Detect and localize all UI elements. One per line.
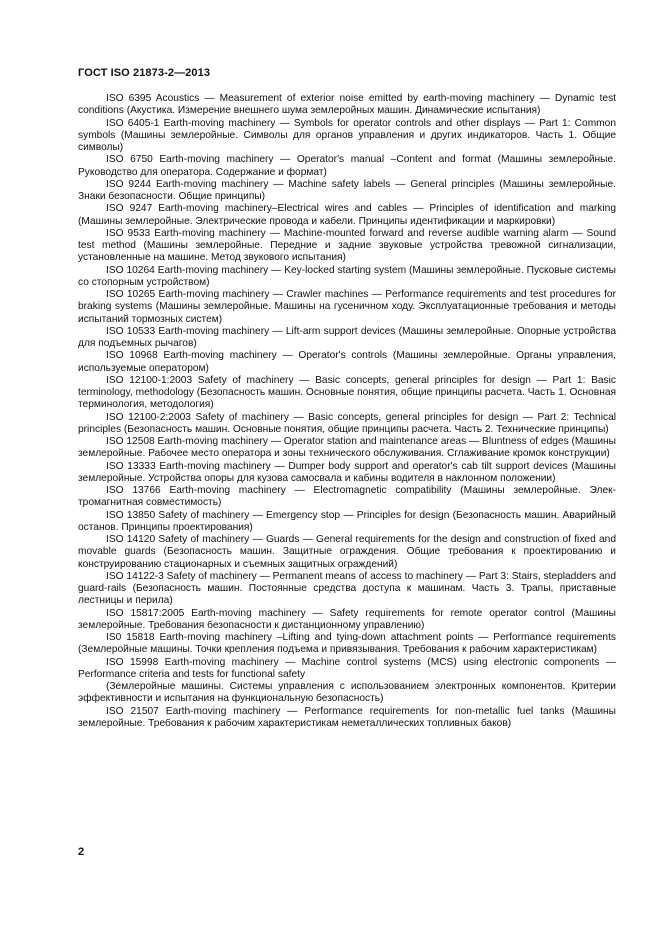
reference-translation: (Землеройные машины. Системы управления с использованием электронных компонентов. Критерии эффективности и испытания на функциональную безопасность) <box>78 681 616 705</box>
reference-item: ISO 15998 Earth-moving machinery — Machine control systems (MCS) using electronic components — Performance criteria and tests for functional safety <box>78 656 616 680</box>
reference-item: ISO 6405-1 Earth-moving machinery — Symbols for operator controls and other displays — Part 1: Common symbols (Машины землеройные. Символы для органов управления и других индикаторов. Часть 1. Общие символы) <box>78 117 616 153</box>
reference-item: ISO 13766 Earth-moving machinery — Electromagnetic compatibility (Машины землеройные. Электромагнитная совместимость) <box>78 485 616 509</box>
reference-item: ISO 10264 Earth-moving machinery — Key-locked starting system (Машины землеройные. Пусковые системы со стопорным устройством) <box>78 264 616 288</box>
document-header: ГОСТ ISO 21873-2—2013 <box>78 67 211 79</box>
reference-item: ISO 12508 Earth-moving machinery — Operator station and maintenance areas — Bluntness of edges (Машины землеройные. Рабочее место оператора и зоны технического обслуживания. Сглаживание кромок конструкции) <box>78 436 616 460</box>
reference-item: ISO 10968 Earth-moving machinery — Operator's controls (Машины землеройные. Органы управления, используемые оператором) <box>78 350 616 374</box>
reference-item: IS0 15818 Earth-moving machinery –Lifting and tying-down attachment points — Performance requirements (Землеройные машины. Точки крепления подъема и привязывания. Требования к рабочим характеристикам) <box>78 632 616 656</box>
reference-item: ISO 21507 Earth-moving machinery — Performance requirements for non-metallic fuel tanks (Машины землеройные. Требования к рабочим характеристикам неметаллических топливных баков) <box>78 705 616 729</box>
reference-item: ISO 14120 Safety of machinery — Guards — General requirements for the design and construction of fixed and movable guards (Безопасность машин. Защитные ограждения. Общие требования к проектированию и конструированию стационарных и съемных защитных ограждений) <box>78 534 616 570</box>
reference-item: ISO 6750 Earth-moving machinery — Operator's manual –Content and format (Машины землеройные. Руководство для оператора. Содержание и формат) <box>78 154 616 178</box>
reference-item: ISO 13333 Earth-moving machinery — Dumper body support and operator's cab tilt support devices (Машины землеройные. Устройства опоры для кузова самосвала и кабины водителя в наклонном положении) <box>78 460 616 484</box>
reference-item: ISO 13850 Safety of machinery — Emergency stop — Principles for design (Безопасность машин. Аварийный останов. Принципы проектирования) <box>78 509 616 533</box>
reference-item: ISO 10533 Earth-moving machinery — Lift-arm support devices (Машины землеройные. Опорные устройства для подъемных рычагов) <box>78 325 616 349</box>
page-number: 2 <box>78 846 85 858</box>
reference-item: ISO 6395 Acoustics — Measurement of exterior noise emitted by earth-moving machinery — Dynamic test conditions (Акустика. Измерение внешнего шума землеройных машин. Динамические испытания) <box>78 93 616 117</box>
reference-item: ISO 9247 Earth-moving machinery–Electrical wires and cables — Principles of identification and marking (Машины землеройные. Электрические провода и кабели. Принципы идентификации и маркировки) <box>78 203 616 227</box>
reference-item: ISO 12100-2:2003 Safety of machinery — Basic concepts, general principles for design — Part 2: Technical principles (Безопасность машин. Основные понятия, общие принципы расчета. Часть 2. Технические принципы) <box>78 411 616 435</box>
reference-item: ISO 14122-3 Safety of machinery — Permanent means of access to machinery — Part 3: Stairs, stepladders and guard-rails (Безопасность машин. Постоянные средства доступа к машинам. Часть 3. Трапы, приставные лестницы и перила) <box>78 570 616 607</box>
reference-item: ISO 10265 Earth-moving machinery — Crawler machines — Performance requirements and test procedures for braking systems (Машины землеройные. Машины на гусеничном ходу. Эксплуатационные требования и методы испытаний тормозных систем) <box>78 289 616 325</box>
reference-item: ISO 15817:2005 Earth-moving machinery — Safety requirements for remote operator control (Машины землеройные. Требования безопасности к дистанционному управлению) <box>78 607 616 631</box>
reference-item: ISO 9244 Earth-moving machinery — Machine safety labels — General principles (Машины землеройные. Знаки безопасности. Общие принципы) <box>78 178 616 202</box>
reference-item: ISO 12100-1:2003 Safety of machinery — Basic concepts, general principles for design — Part 1: Basic terminology, methodology (Безопасность машин. Основные понятия, общие принципы расчета. Часть 1. Основная терминология, методология) <box>78 374 616 411</box>
normative-references <box>78 93 616 730</box>
reference-item: ISO 9533 Earth-moving machinery — Machine-mounted forward and reverse audible warning alarm — Sound test method (Машины землеройные. Передние и задние звуковые устройства тревожной сигнализации, установленные на машине. Метод звукового испытания) <box>78 227 616 264</box>
